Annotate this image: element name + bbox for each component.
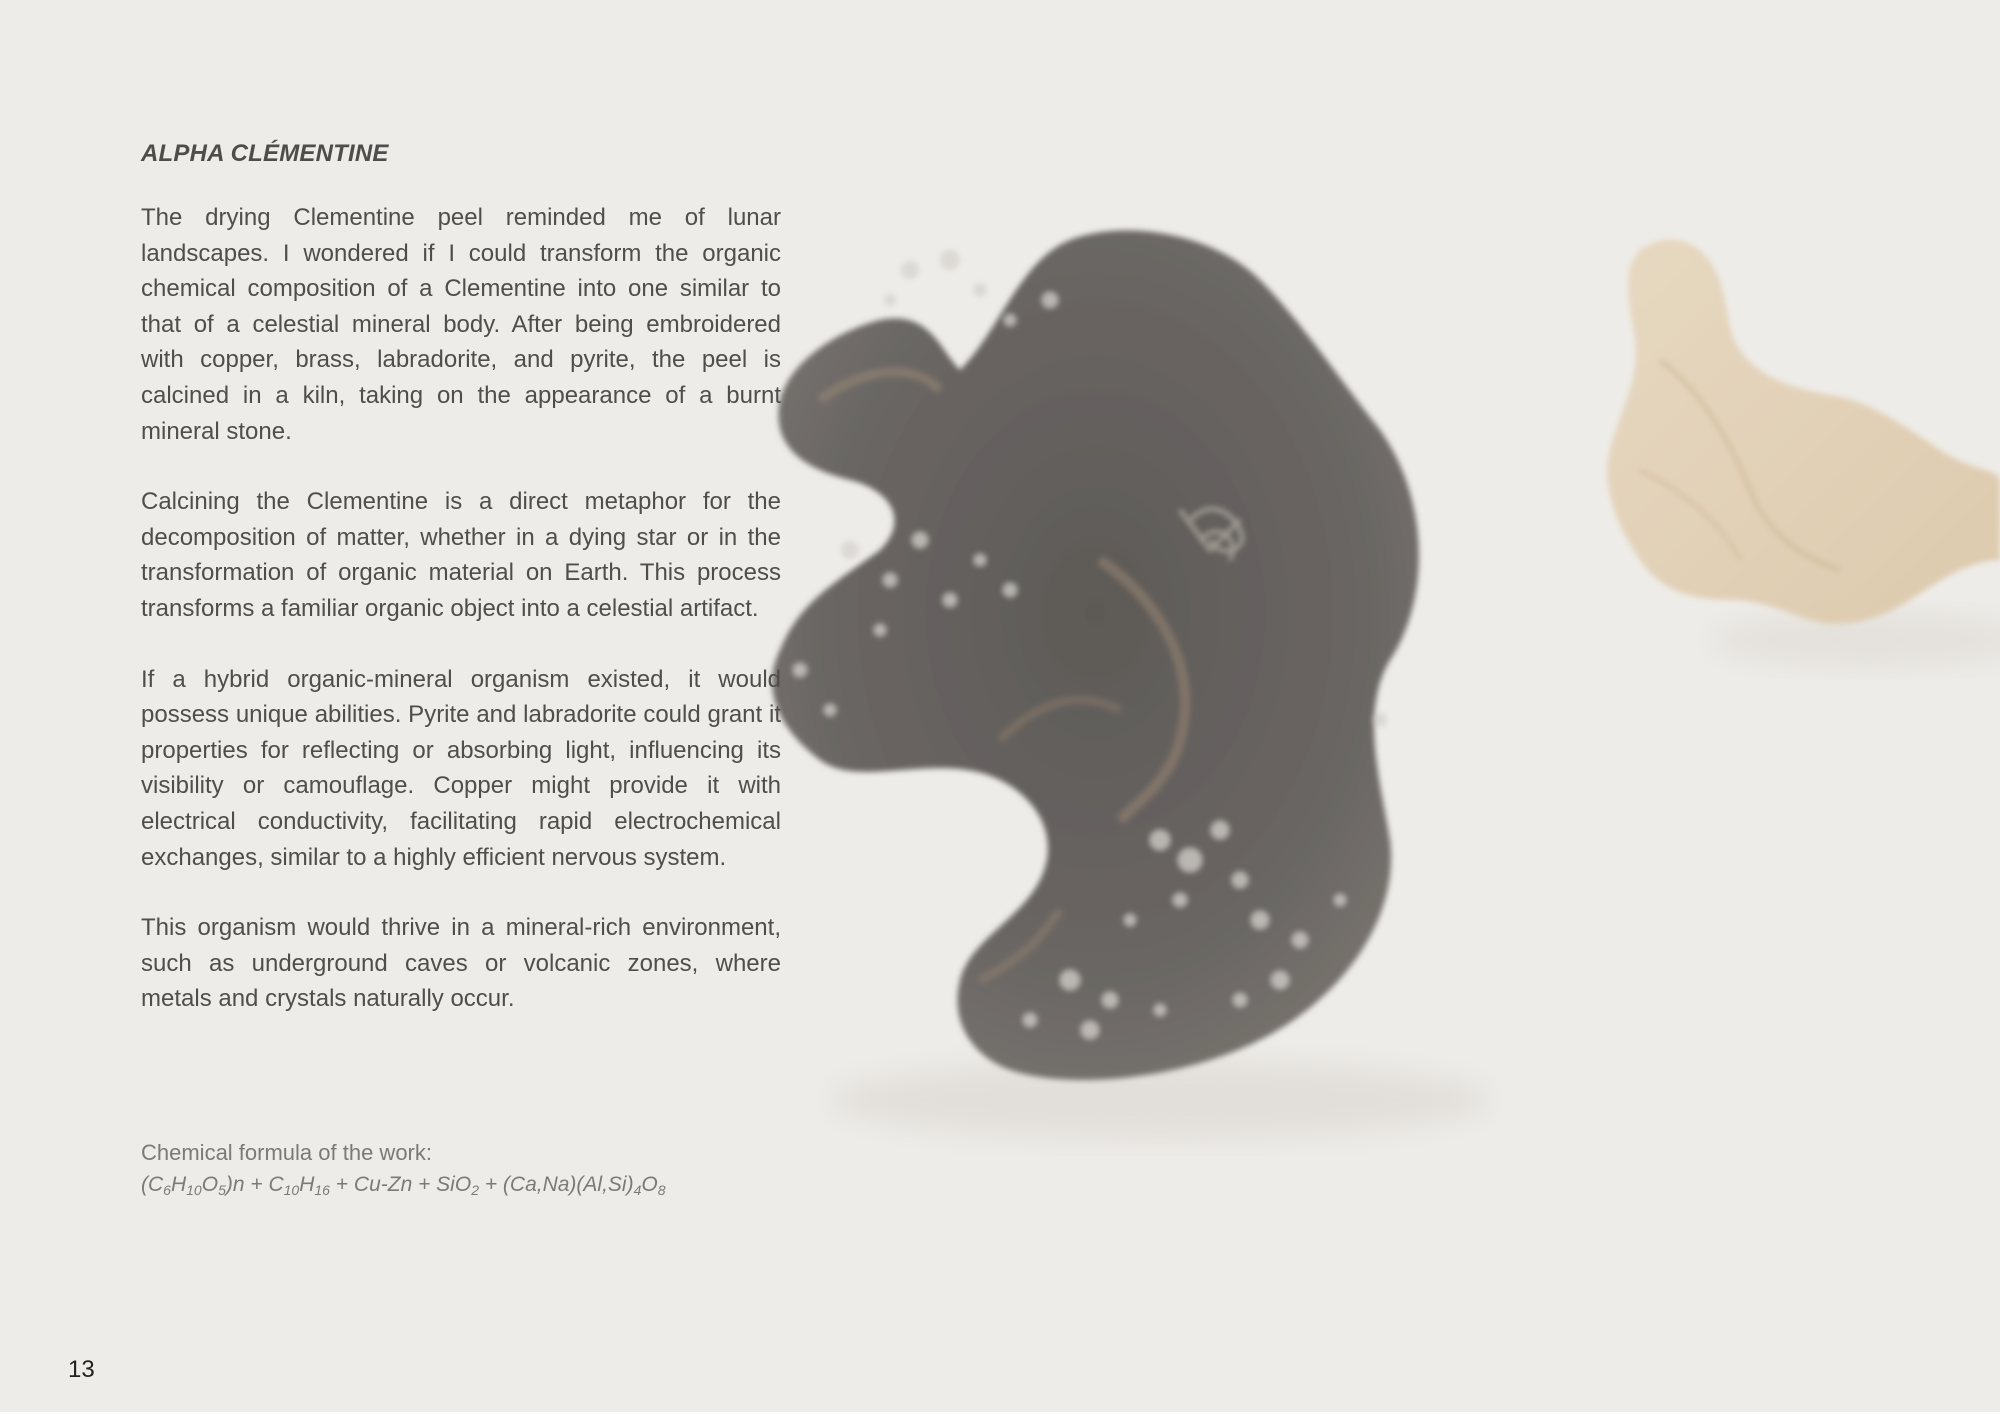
formula-text: O [641, 1173, 658, 1196]
text-column [141, 136, 781, 1052]
paragraph-1: The drying Clementine peel reminded me of lunar landscapes. I wondered if I could transform the organic chemical composition of a Clementine into one similar to that of a celestial mineral body. After being embroidered with copper, brass, labradorite, and pyrite, the peel is calcined in a kiln, taking on the appearance of a burnt mineral stone. [141, 204, 781, 445]
formula-subscript: 2 [471, 1182, 479, 1198]
formula-text: (C [141, 1173, 164, 1196]
formula-subscript: 5 [218, 1182, 226, 1198]
formula-text: + Cu-Zn + SiO [329, 1173, 472, 1196]
formula-subscript: 6 [163, 1182, 171, 1198]
dark-peel-shape [772, 230, 1419, 1080]
artwork-title: ALPHA CLÉMENTINE [141, 140, 389, 167]
paragraph-3: If a hybrid organic-mineral organism existed, it would possess unique abilities. Pyrite and labradorite could grant it properties for reflecting or absorbing light, influencing its visibility or camouflage. Copper might provide it with electrical conductivity, facilitating rapid electrochemical exchanges, similar to a highly efficient nervous system. [141, 665, 781, 871]
formula-text: )n + C [225, 1173, 284, 1196]
formula-subscript: 16 [314, 1182, 330, 1198]
light-peel-shape [1607, 240, 2000, 624]
chemical-formula [141, 1169, 841, 1201]
formula-text: H [170, 1173, 187, 1196]
artwork-photo [740, 220, 2000, 1180]
page-number: 13 [68, 1356, 95, 1383]
formula-block [141, 1137, 841, 1201]
formula-subscript: 4 [633, 1182, 642, 1198]
formula-text: + (Ca,Na)(Al,Si) [478, 1173, 634, 1196]
paragraph-4: This organism would thrive in a mineral-rich environment, such as underground caves or volcanic zones, where metals and crystals naturally occur. [141, 914, 781, 1013]
formula-subscript: 8 [657, 1182, 666, 1198]
paragraph-2: Calcining the Clementine is a direct metaphor for the decomposition of matter, whether in a dying star or in the transformation of organic material on Earth. This process transforms a familiar organic object into a celestial artifact. [141, 488, 781, 622]
formula-subscript: 10 [283, 1182, 300, 1198]
formula-label: Chemical formula of the work: [141, 1140, 432, 1165]
formula-subscript: 10 [186, 1182, 202, 1198]
formula-text: O [201, 1173, 219, 1196]
formula-text: H [299, 1173, 315, 1196]
